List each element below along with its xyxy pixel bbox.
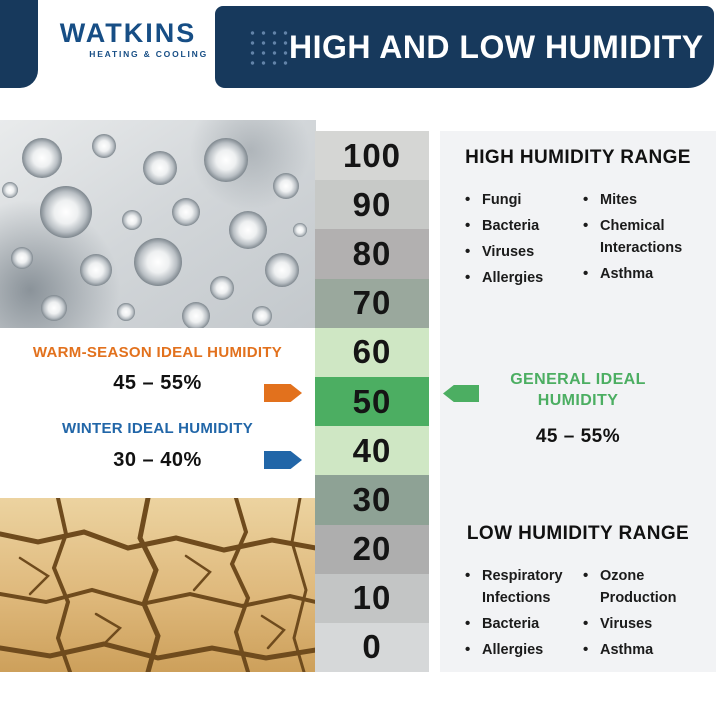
title-bar bbox=[215, 6, 714, 88]
list-item: • Viruses bbox=[583, 613, 713, 635]
low-range-title: LOW HUMIDITY RANGE bbox=[466, 523, 690, 544]
list-item: • Asthma bbox=[583, 639, 713, 661]
high-range-title: HIGH HUMIDITY RANGE bbox=[465, 147, 691, 168]
list-item: • Mites bbox=[583, 189, 713, 211]
dots-pattern-icon bbox=[247, 28, 289, 66]
high-range-list-left bbox=[465, 189, 583, 293]
low-range-list-left bbox=[465, 565, 583, 665]
list-item: • Respiratory Infections bbox=[465, 565, 583, 609]
list-item: • Bacteria bbox=[465, 215, 583, 237]
page-title: HIGH AND LOW HUMIDITY bbox=[289, 28, 704, 65]
water-droplets-image bbox=[0, 120, 316, 328]
list-item: • Allergies bbox=[465, 267, 583, 289]
high-humidity-section bbox=[440, 147, 716, 293]
scale-row: 30 bbox=[315, 475, 429, 524]
high-range-list-right bbox=[583, 189, 713, 293]
winter-label: WINTER IDEAL HUMIDITY bbox=[61, 420, 254, 437]
scale-row: 90 bbox=[315, 180, 429, 229]
scale-row: 60 bbox=[315, 328, 429, 377]
scale-row: 40 bbox=[315, 426, 429, 475]
low-range-list-right bbox=[583, 565, 713, 665]
list-item: • Viruses bbox=[465, 241, 583, 263]
list-item: • Fungi bbox=[465, 189, 583, 211]
cracked-earth-image bbox=[0, 498, 316, 672]
general-ideal-section bbox=[440, 369, 716, 448]
logo-name: WATKINS bbox=[59, 18, 197, 48]
list-item: • Ozone Production bbox=[583, 565, 713, 609]
watkins-logo bbox=[44, 18, 212, 59]
scale-row: 50 bbox=[315, 377, 429, 426]
list-item: • Bacteria bbox=[465, 613, 583, 635]
info-panel bbox=[440, 131, 716, 672]
logo-tagline: HEATING & COOLING bbox=[89, 49, 208, 59]
winter-range: 30 – 40% bbox=[113, 449, 202, 471]
scale-row: 100 bbox=[315, 131, 429, 180]
low-humidity-section bbox=[440, 523, 716, 665]
scale-row: 0 bbox=[315, 623, 429, 672]
warm-season-label: WARM-SEASON IDEAL HUMIDITY bbox=[32, 344, 283, 361]
list-item: • Allergies bbox=[465, 639, 583, 661]
warm-season-range: 45 – 55% bbox=[113, 372, 202, 394]
general-ideal-label: GENERAL IDEAL HUMIDITY bbox=[510, 371, 646, 409]
scale-row: 20 bbox=[315, 525, 429, 574]
humidity-scale bbox=[315, 131, 429, 672]
list-item: • Asthma bbox=[583, 263, 713, 285]
general-ideal-range: 45 – 55% bbox=[535, 426, 621, 447]
list-item: • Chemical Interactions bbox=[583, 215, 713, 259]
scale-row: 70 bbox=[315, 279, 429, 328]
scale-row: 80 bbox=[315, 229, 429, 278]
header-corner-shape bbox=[0, 0, 38, 88]
scale-row: 10 bbox=[315, 574, 429, 623]
